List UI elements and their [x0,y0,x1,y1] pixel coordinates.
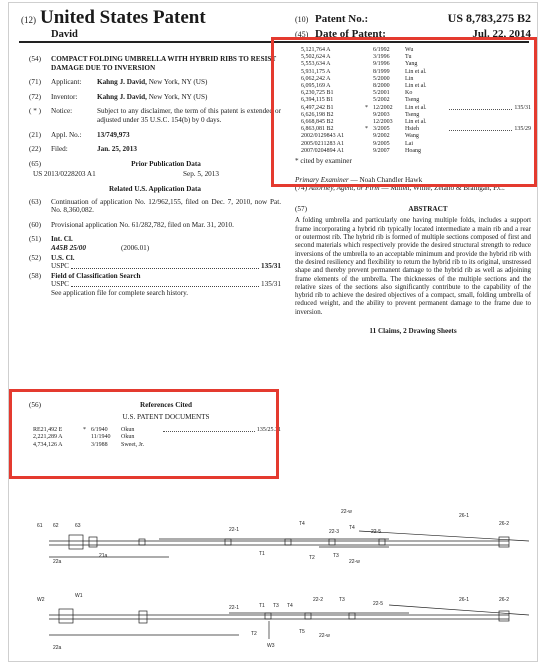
reference-name: Lin et al. [405,83,427,90]
uscl-row: USPC 135/31 [51,262,281,271]
title-entry: (54) COMPACT FOLDING UMBRELLA WITH HYBRID RIBS TO RESIST DAMAGE DUE TO INVERSION [29,55,281,72]
header-right: (10) Patent No.: US 8,783,275 B2 (45) Date of Patent: Jul. 22, 2014 [295,11,531,40]
reference-flag: * [83,427,86,434]
field-row: USPC 135/31 [51,280,281,289]
reference-name: Sweet, Jr. [121,441,145,448]
reference-num: 2002/0129843 A1 [301,133,345,140]
abstract-heading-row: (57) ABSTRACT [295,205,531,214]
reference-date: 6/1992 [373,47,390,53]
inventor-entry: (72) Inventor: Kahng J. David, New York, NY (US) [29,92,208,101]
highlight-box-right [271,37,537,187]
reference-name: Lin [405,75,414,82]
appl-entry: (21) Appl. No.: 13/749,973 [29,130,130,139]
svg-text:22a: 22a [53,645,62,651]
reference-date: 12/2002 [373,104,393,111]
field-note: See application file for complete search history. [51,288,189,297]
applicant-entry: (71) Applicant: Kahng J. David, New York, NY (US) [29,78,208,87]
continuation-entry: (63) Continuation of application No. 12/962,155, filed on Dec. 7, 2010, now Pat. No. 8,360,082. [29,197,281,215]
invention-title: COMPACT FOLDING UMBRELLA WITH HYBRID RIBS TO RESIST DAMAGE DUE TO INVERSION [51,55,277,72]
reference-flag: * [365,126,368,133]
header-left [21,7,206,40]
svg-text:63: 63 [75,523,81,529]
reference-name: Ko [405,90,413,97]
claims-line: 11 Claims, 2 Drawing Sheets [369,326,457,335]
examiner-line: Primary Examiner — Noah Chandler Hawk [295,175,423,184]
reference-date: 8/1999 [373,68,390,75]
reference-date: 5/2002 [373,97,390,104]
abstract-text: A folding umbrella and particularly one having multiple folds, includes a support frame incorporating a hybrid rib typically located intermediate a main rib and a rear or outermost rib. The hybrid rib is formed of multiple sections composed of first and second materials which respectively provide the desired structural strength to reduce inversions of the umbrella to an acceptable minimum and provide the hybrid rib with the desired resiliency and flexibility to return the hybrid rib to its original, unstressed shape and thereby prevent permanent damage to the hybrid rib as well as adjoining frame elements of the umbrella. The thicknesses of the multiple sections and the relative sizes of the sections also significantly contribute to the capability of the hybrid rib to achieve the desired objectives of a compact, small, folding umbrella of reduced weight, and the ability to prevent permanent damage to the frame due to inversion. [295,217,531,316]
svg-text:26-1: 26-1 [459,513,470,519]
us-patent-docs-heading: U.S. PATENT DOCUMENTS [122,412,210,421]
date-label: Date of Patent: [315,28,386,40]
svg-text:22-w: 22-w [349,559,360,565]
attorney-line: (74) Attorney, Agent, or Firm — Millen, White, Zelano & Branigan, P.C. [295,184,505,193]
reference-date: 5/2000 [373,75,390,82]
reference-num: 5,121,764 A [301,47,331,53]
patent-office-title: United States Patent [40,7,206,28]
svg-text:T2: T2 [251,631,257,637]
related-heading: Related U.S. Application Data [108,184,202,193]
reference-name: Lin et al. [405,68,427,75]
reference-num: RE21,492 E [33,427,63,434]
reference-name: Tseng [405,111,420,118]
svg-text:21a: 21a [99,553,108,559]
intcl-class-row: A45B 25/00 (2006.01) [51,243,150,252]
figure-bottom [49,605,529,639]
patent-number: US 8,783,275 B2 [447,11,531,25]
reference-date: 9/2003 [373,111,390,118]
filed-entry: (22) Filed: Jan. 25, 2013 [29,145,137,154]
header-inventor: David [51,29,78,40]
prior-entry: (65) Prior Publication Data [29,159,201,168]
patent-page [8,2,538,662]
svg-text:26-2: 26-2 [499,597,510,603]
reference-num: 5,553,634 A [301,61,331,68]
svg-text:22-1: 22-1 [229,605,240,611]
patent-no-label: Patent No.: [315,13,369,25]
svg-text:T4: T4 [299,521,305,527]
highlight-box-left [9,389,279,479]
reference-class: 135/29 [514,126,531,133]
reference-class: 135/25.31 [256,427,281,434]
svg-text:T5: T5 [299,629,305,635]
svg-text:22a: 22a [53,559,62,565]
reference-num: 6,668,845 B2 [301,119,334,126]
reference-name: Tseng [405,97,420,104]
reference-num: 4,734,126 A [33,441,63,448]
reference-name: Wu [405,47,414,53]
svg-text:W3: W3 [267,643,275,649]
umbrella-drawing [29,501,537,661]
svg-text:T4: T4 [287,603,293,609]
reference-name: Okun [121,427,135,434]
reference-date: 3/1996 [373,54,390,61]
reference-date: 9/2005 [373,140,390,147]
reference-name: Hoang [405,147,421,154]
reference-num: 5,931,175 A [301,68,331,75]
field-entry: (58) Field of Classification Search [29,271,141,280]
reference-name: Tu [405,54,412,61]
reference-num: 6,230,725 B1 [301,90,334,97]
patent-date: Jul. 22, 2014 [472,28,531,40]
left-column [29,55,281,297]
svg-text:22-w: 22-w [319,633,330,639]
reference-date: 9/2007 [373,147,390,154]
figure-top [49,531,529,557]
reference-date: 8/2000 [373,83,390,90]
header-code: (12) [21,15,36,25]
svg-text:W1: W1 [75,593,83,599]
uscl-entry: (52) U.S. Cl. [29,253,75,262]
reference-name: Lin et al. [405,119,427,126]
reference-name: Okun [121,434,135,441]
reference-name: Lai [405,140,413,147]
reference-date: 11/1940 [91,434,111,441]
svg-text:T1: T1 [259,603,265,609]
svg-text:62: 62 [53,523,59,529]
svg-text:22-5: 22-5 [371,529,382,535]
reference-num: 6,626,198 B2 [301,111,334,118]
reference-date: 3/1988 [91,441,108,448]
svg-text:22-2: 22-2 [313,597,324,603]
reference-name: Lin et al. [405,104,427,111]
reference-date: 9/2002 [373,133,390,140]
reference-date: 5/2001 [373,90,390,97]
svg-text:T3: T3 [273,603,279,609]
reference-name: Hsieh [405,126,419,133]
reference-class: 135/31 [514,104,531,111]
svg-text:T4: T4 [349,525,355,531]
reference-num: 6,497,242 B1 [301,104,334,111]
reference-num: 2,221,289 A [33,434,63,441]
svg-text:26-1: 26-1 [459,597,470,603]
figure-bottom-labels [37,593,509,651]
svg-text:22-w: 22-w [341,509,352,515]
svg-text:61: 61 [37,523,43,529]
reference-num: 6,863,081 B2 [301,126,334,133]
svg-text:W2: W2 [37,597,45,603]
svg-text:22-3: 22-3 [329,529,340,535]
notice-entry: ( * ) Notice: Subject to any disclaimer, the term of this patent is extended or adjusted under 35 U.S.C. 154(b) by 0 days. [29,107,281,124]
reference-num: 6,394,115 B1 [301,97,334,104]
svg-text:T3: T3 [339,597,345,603]
reference-date: 12/2003 [373,119,393,126]
figure-top-labels [37,509,509,565]
reference-date: 3/2005 [373,126,390,133]
reference-num: 5,502,624 A [301,54,331,61]
reference-num: 2005/0211283 A1 [301,140,344,147]
svg-text:26-2: 26-2 [499,521,510,527]
prior-pub-row: US 2013/0228203 A1 Sep. 5, 2013 [33,170,219,179]
svg-text:22-5: 22-5 [373,601,384,607]
reference-num: 2007/0204894 A1 [301,147,345,154]
svg-text:22-1: 22-1 [229,527,240,533]
reference-name: Wang [405,133,419,140]
abstract-heading: ABSTRACT [408,204,448,213]
intcl-entry: (51) Int. Cl. [29,235,73,244]
references-cited-section: (56) References Cited U.S. PATENT DOCUMENTS RE21,492 E * 6/1940 Okun 135/25.31 2,221,289 A 11/1940 Okun 4,734,126 A 3/1988 Sweet, Jr. [29,401,281,448]
svg-text:T1: T1 [259,551,265,557]
reference-name: Yang [405,61,418,68]
svg-text:T3: T3 [333,553,339,559]
reference-flag: * [365,104,368,111]
reference-date: 9/1996 [373,61,390,68]
svg-text:T2: T2 [309,555,315,561]
provisional-entry: (60) Provisional application No. 61/282,782, filed on Mar. 31, 2010. [29,220,234,229]
reference-num: 6,062,242 A [301,75,331,82]
reference-date: 6/1940 [91,427,108,434]
reference-num: 6,095,169 A [301,83,331,90]
references-heading: References Cited [140,401,192,409]
cited-note: * cited by examiner [295,157,352,166]
